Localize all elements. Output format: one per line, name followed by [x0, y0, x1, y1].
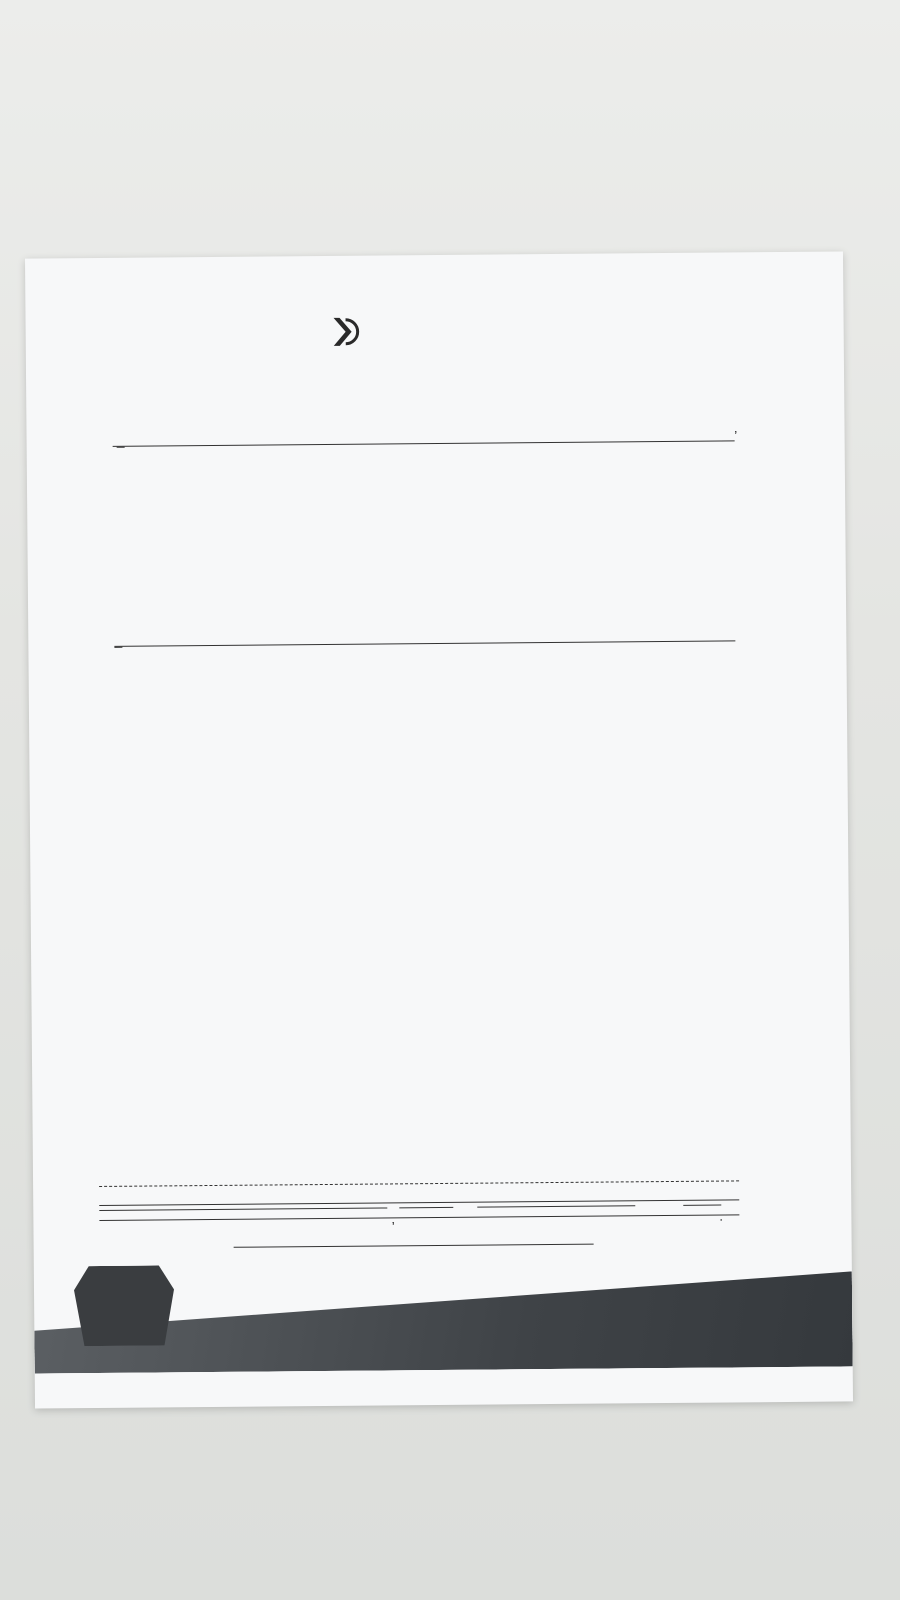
signature-block — [234, 1244, 594, 1287]
topics-list-container — [117, 707, 737, 712]
cro-number-handwritten — [117, 447, 125, 448]
ministrante-line — [107, 906, 115, 924]
training-paragraph — [114, 640, 739, 647]
topics-list — [117, 707, 737, 712]
credentials-line-3 — [114, 563, 739, 568]
dr-name-handwritten — [113, 440, 734, 446]
day-handwritten — [399, 1207, 453, 1208]
ministrante-mark — [107, 907, 115, 922]
document-page — [25, 251, 853, 1408]
anniversary-badge — [74, 1265, 175, 1346]
intro-paragraph — [112, 416, 737, 447]
date-place-block: , . — [99, 1204, 750, 1280]
year-handwritten — [683, 1205, 721, 1206]
credentials-line-1 — [114, 563, 739, 568]
credentials-line-2 — [114, 563, 739, 568]
representative-line — [114, 640, 739, 646]
month-handwritten — [477, 1205, 635, 1207]
odontolife-logo-icon — [325, 314, 361, 350]
credentials-paragraph — [114, 563, 739, 568]
evaluation-table — [201, 942, 763, 1162]
received-date-handwritten — [114, 647, 122, 648]
representative-name-handwritten — [114, 640, 735, 646]
odontolife-logo — [325, 314, 367, 350]
dr-line: , — [112, 416, 737, 446]
